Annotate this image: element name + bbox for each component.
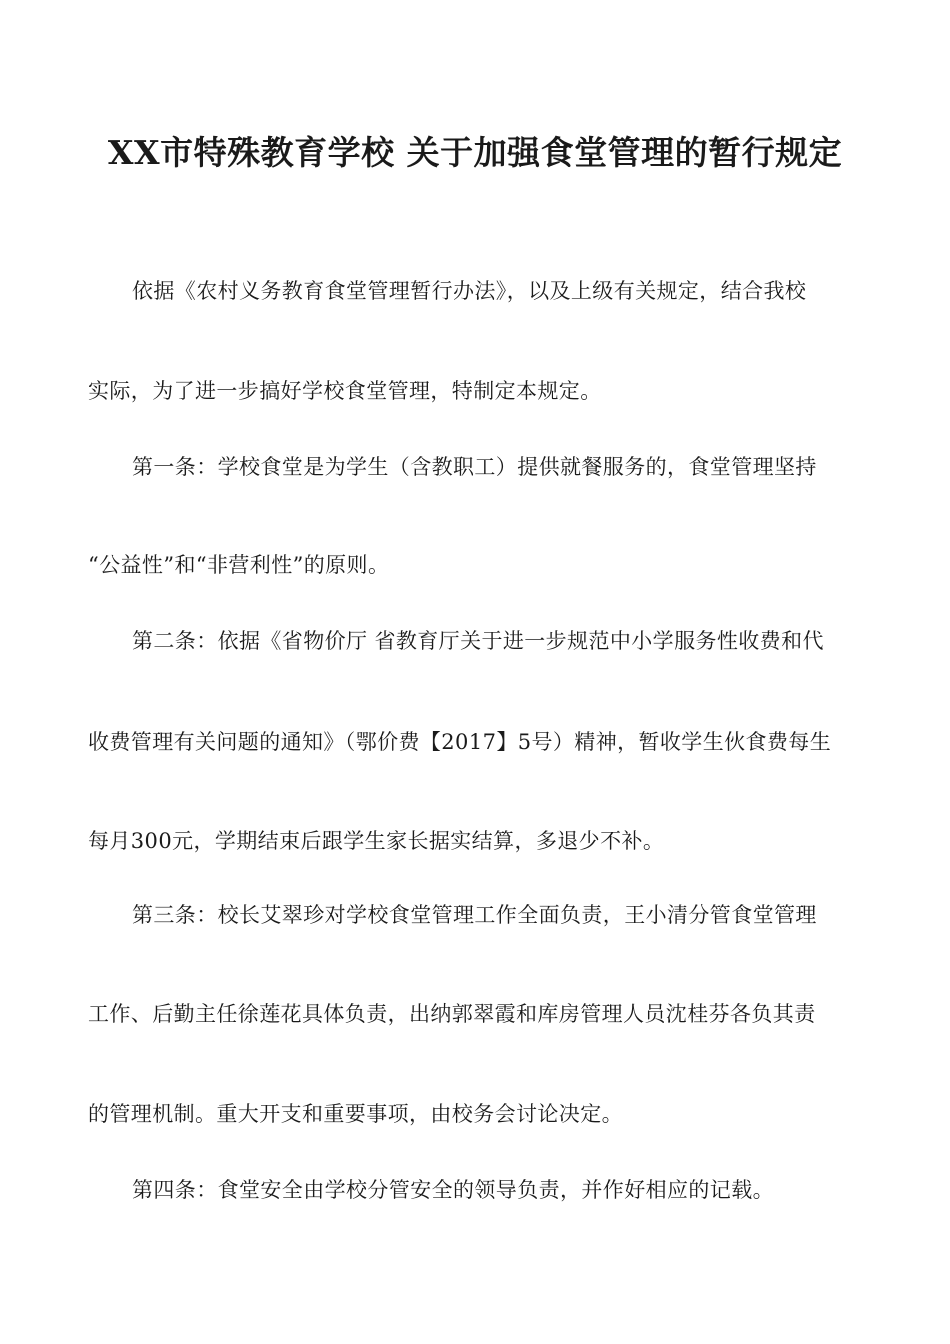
text-line-article2-3: 每月300元，学期结束后跟学生家长据实结算，多退少不补。 xyxy=(88,829,665,853)
text-line-article1-2: “公益性”和“非营利性”的原则。 xyxy=(88,553,390,577)
text-line-article1-1: 第一条：学校食堂是为学生（含教职工）提供就餐服务的，食堂管理坚持 xyxy=(132,455,817,479)
text-line-article2-2: 收费管理有关问题的通知》（鄂价费【2017】5号）精神，暂收学生伙食费每生 xyxy=(88,730,832,754)
text-line-article3-3: 的管理机制。重大开支和重要事项，由校务会讨论决定。 xyxy=(88,1102,623,1126)
text-line-article2-1: 第二条：依据《省物价厅 省教育厅关于进一步规范中小学服务性收费和代 xyxy=(132,629,824,653)
document-title: XX市特殊教育学校 关于加强食堂管理的暂行规定 xyxy=(107,133,843,172)
text-line-intro-1: 依据《农村义务教育食堂管理暂行办法》，以及上级有关规定，结合我校 xyxy=(132,279,807,303)
text-line-article3-1: 第三条：校长艾翠珍对学校食堂管理工作全面负责，王小清分管食堂管理 xyxy=(132,903,817,927)
text-line-intro-2: 实际，为了进一步搞好学校食堂管理，特制定本规定。 xyxy=(88,379,602,403)
text-line-article4-1: 第四条：食堂安全由学校分管安全的领导负责，并作好相应的记载。 xyxy=(132,1178,774,1202)
text-line-article3-2: 工作、后勤主任徐莲花具体负责，出纳郭翠霞和库房管理人员沈桂芬各负其责 xyxy=(88,1002,816,1026)
